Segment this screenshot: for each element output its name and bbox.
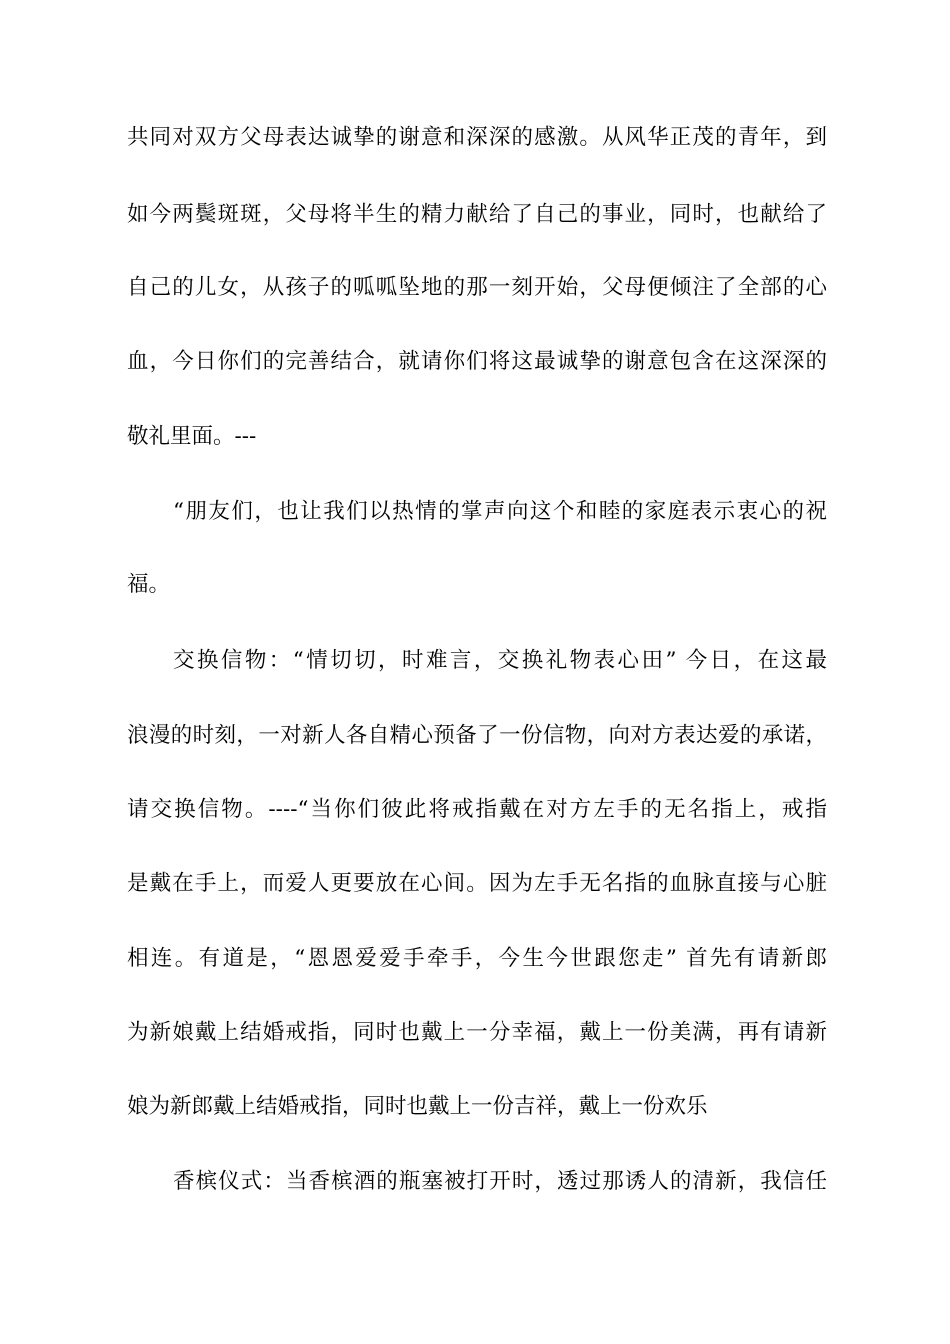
text-line-7: 福。 (127, 572, 171, 597)
text-line-10: 请交换信物。----“当你们彼此将戒指戴在对方左手的无名指上，戒指 (127, 797, 827, 822)
text-line-1: 共同对双方父母表达诚挚的谢意和深深的感激。从风华正茂的青年，到 (127, 125, 827, 150)
text-line-12: 相连。有道是，“恩恩爱爱手牵手，今生今世跟您走” 首先有请新郎 (127, 946, 827, 971)
text-line-4: 血，今日你们的完善结合，就请你们将这最诚挚的谢意包含在这深深的 (127, 349, 827, 374)
text-line-15: 香槟仪式：当香槟酒的瓶塞被打开时，透过那诱人的清新，我信任 (173, 1169, 827, 1194)
text-line-14: 娘为新郎戴上结婚戒指，同时也戴上一份吉祥，戴上一份欢乐 (127, 1094, 708, 1119)
text-line-3: 自己的儿女，从孩子的呱呱坠地的那一刻开始，父母便倾注了全部的心 (127, 275, 827, 300)
text-line-6: “朋友们，也让我们以热情的掌声向这个和睦的家庭表示衷心的祝 (173, 499, 827, 524)
text-line-9: 浪漫的时刻，一对新人各自精心预备了一份信物，向对方表达爱的承诺， (127, 723, 827, 748)
text-line-5: 敬礼里面。--- (127, 424, 257, 449)
text-line-2: 如今两鬓斑斑，父母将半生的精力献给了自己的事业，同时，也献给了 (127, 202, 827, 227)
text-line-11: 是戴在手上，而爱人更要放在心间。因为左手无名指的血脉直接与心脏 (127, 871, 827, 896)
text-line-13: 为新娘戴上结婚戒指，同时也戴上一分幸福，戴上一份美满，再有请新 (127, 1020, 827, 1045)
text-line-8: 交换信物：“情切切，时难言，交换礼物表心田” 今日，在这最 (173, 648, 827, 673)
